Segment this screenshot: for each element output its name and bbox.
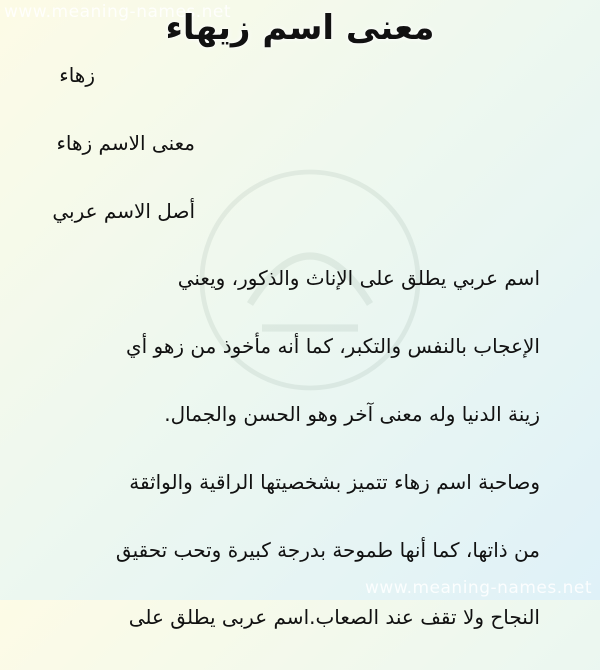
body-line: الإعجاب بالنفس والتكبر، كما أنه مأخوذ من زهو أي <box>125 334 540 359</box>
body-line: اسم عربي يطلق على الإناث والذكور، ويعني <box>177 266 540 291</box>
name-line: زهاء <box>59 63 95 87</box>
meaning-heading-line: معنى الاسم زهاء <box>56 130 195 155</box>
site-watermark-bottom: www.meaning-names.net <box>364 578 592 598</box>
body-line: زينة الدنيا وله معنى آخر وهو الحسن والجمال. <box>164 401 540 426</box>
site-watermark-top: www.meaning-names.net <box>4 2 232 22</box>
body-line: من ذاتها، كما أنها طموحة بدرجة كبيرة وتحب تحقيق <box>115 537 540 562</box>
body-line: النجاح ولا تقف عند الصعاب.اسم عربى يطلق على <box>128 605 540 630</box>
origin-line: أصل الاسم عربي <box>52 198 195 223</box>
page-title: معنى اسم زيهاء <box>165 8 435 48</box>
title-banner <box>0 8 600 48</box>
body-line: وصاحبة اسم زهاء تتميز بشخصيتها الراقية والواثقة <box>129 469 540 494</box>
